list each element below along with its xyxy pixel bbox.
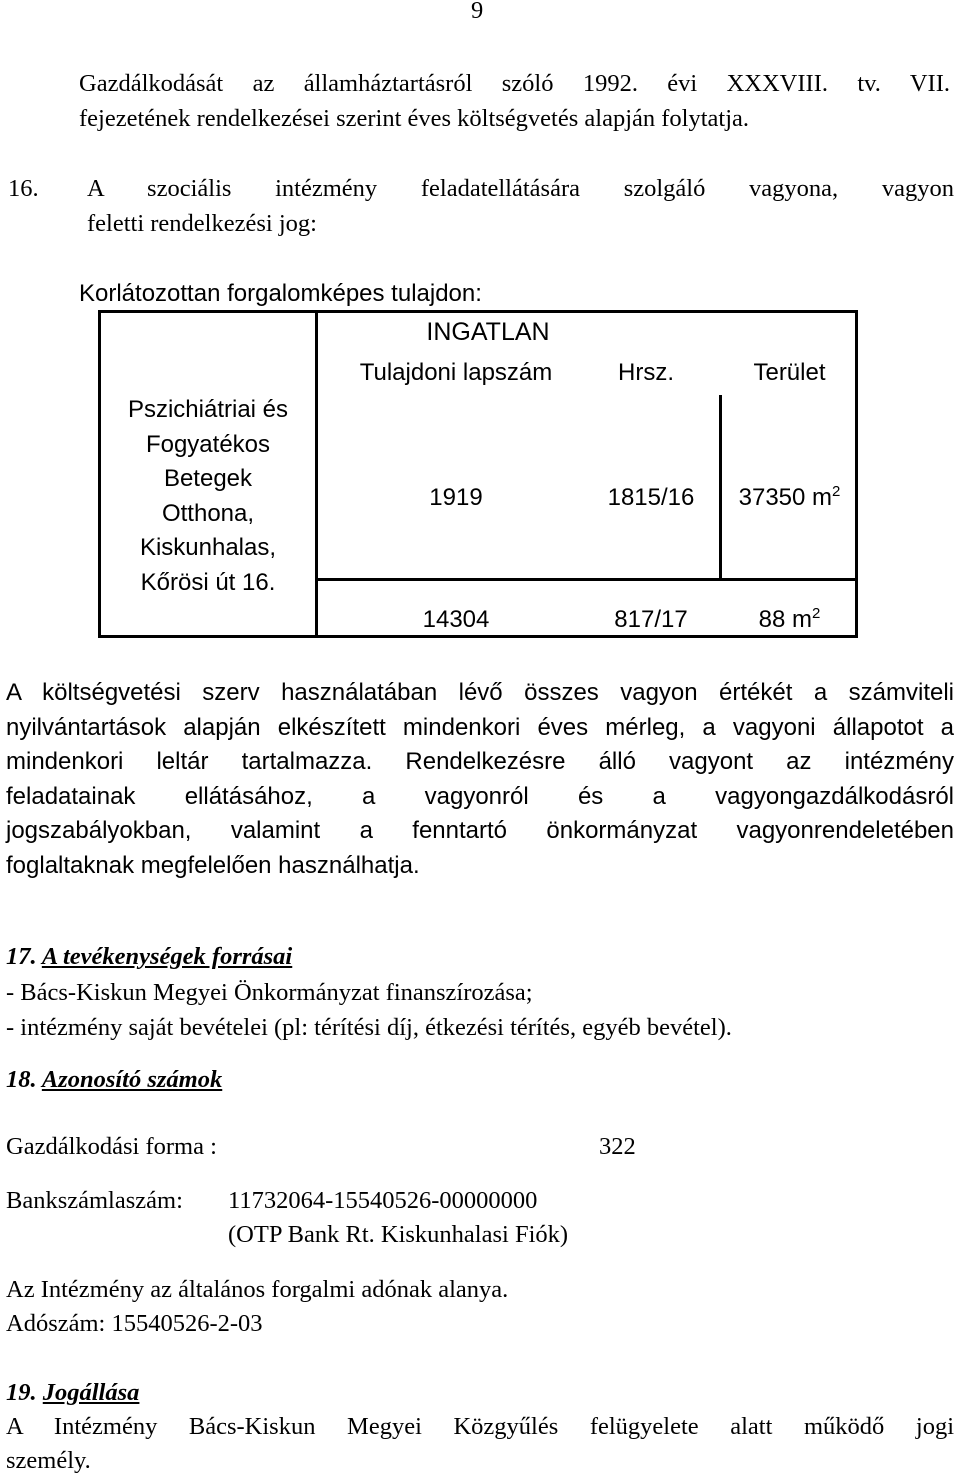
bank-name: (OTP Bank Rt. Kiskunhalasi Fiók) bbox=[228, 1221, 569, 1248]
row-2-terulet-value: 88 m bbox=[758, 606, 812, 633]
institution-line: Fogyatékos bbox=[145, 430, 271, 458]
tax-number: Adószám: 15540526-2-03 bbox=[6, 1310, 263, 1337]
row-2-hrsz: 817/17 bbox=[614, 606, 688, 633]
section-19-heading bbox=[6, 1376, 139, 1411]
column-header-terulet: Terület bbox=[753, 359, 826, 386]
institution-line: Otthona, bbox=[161, 499, 255, 527]
section-16-line-1: A szociális intézmény feladatellátására szolgáló vagyona, vagyon bbox=[87, 175, 954, 202]
property-table bbox=[98, 310, 858, 638]
section-18-title: Azonosító számok bbox=[41, 1066, 223, 1093]
section-18-number: 18. bbox=[6, 1066, 37, 1093]
row-1-unit-sup: 2 bbox=[832, 483, 841, 500]
paragraph-line-2: nyilvántartások alapján elkészített mindenkori éves mérleg, a vagyoni állapotot a bbox=[6, 714, 954, 741]
institution-line: Pszichiátriai és bbox=[127, 396, 289, 423]
section-19-line-2: személy. bbox=[6, 1447, 91, 1474]
row-2-unit-sup: 2 bbox=[812, 605, 821, 622]
row-2-terulet bbox=[721, 603, 858, 636]
section-17-item-2: - intézmény saját bevételei (pl: térítési díj, étkezési térítés, egyéb bevétel). bbox=[6, 1014, 732, 1041]
section-16-subheading: Korlátozottan forgalomképes tulajdon: bbox=[79, 280, 482, 307]
column-header-lapszam: Tulajdoni lapszám bbox=[359, 359, 553, 386]
section-16-line-2: feletti rendelkezési jog: bbox=[87, 210, 317, 237]
page-number: 9 bbox=[471, 0, 484, 24]
intro-line-2: fejezetének rendelkezései szerint éves költségvetés alapján folytatja. bbox=[79, 105, 750, 132]
gazdalkodasi-forma-label: Gazdálkodási forma : bbox=[6, 1133, 217, 1160]
vat-status: Az Intézmény az általános forgalmi adónak alanya. bbox=[6, 1276, 509, 1303]
intro-line-1: Gazdálkodását az államháztartásról szóló 1992. évi XXXVIII. tv. VII. bbox=[79, 70, 950, 97]
bankszamla-value: 11732064-15540526-00000000 bbox=[228, 1187, 538, 1214]
row-1-hrsz: 1815/16 bbox=[607, 484, 695, 511]
row-2-lapszam: 14304 bbox=[422, 606, 490, 633]
section-19-line-1: A Intézmény Bács-Kiskun Megyei Közgyűlés felügyelete alatt működő jogi bbox=[6, 1413, 954, 1440]
bankszamla-label: Bankszámlaszám: bbox=[6, 1187, 183, 1214]
section-16-number: 16. bbox=[8, 175, 39, 202]
section-19-title: Jogállása bbox=[42, 1379, 140, 1406]
section-17-number: 17. bbox=[6, 943, 37, 970]
institution-line: Kiskunhalas, bbox=[139, 534, 277, 561]
paragraph-line-5: jogszabályokban, valamint a fenntartó önkormányzat vagyonrendeletében bbox=[6, 817, 954, 844]
section-19-number: 19. bbox=[6, 1379, 37, 1406]
gazdalkodasi-forma-value: 322 bbox=[599, 1133, 636, 1160]
paragraph-line-6: foglaltaknak megfelelően használhatja. bbox=[6, 852, 420, 879]
paragraph-line-3: mindenkori leltár tartalmazza. Rendelkezésre álló vagyont az intézmény bbox=[6, 748, 954, 775]
row-1-terulet bbox=[721, 481, 858, 514]
section-17-title: A tevékenységek forrásai bbox=[41, 943, 293, 970]
column-header-hrsz: Hrsz. bbox=[618, 359, 674, 386]
section-17-item-1: - Bács-Kiskun Megyei Önkormányzat finanszírozása; bbox=[6, 979, 533, 1006]
table-divider-row bbox=[315, 578, 858, 581]
table-header-ingatlan: INGATLAN bbox=[426, 318, 550, 346]
institution-line: Kőrösi út 16. bbox=[140, 568, 276, 596]
paragraph-line-4: feladatainak ellátásához, a vagyonról és a vagyongazdálkodásról bbox=[6, 783, 954, 810]
institution-line: Betegek bbox=[163, 465, 253, 492]
row-1-lapszam: 1919 bbox=[429, 484, 483, 511]
table-divider-institution bbox=[315, 313, 318, 635]
section-18-heading bbox=[6, 1063, 222, 1098]
section-17-heading bbox=[6, 940, 292, 975]
institution-name bbox=[101, 393, 315, 600]
paragraph-line-1: A költségvetési szerv használatában lévő összes vagyon értékét a számviteli bbox=[6, 679, 954, 706]
row-1-terulet-value: 37350 m bbox=[738, 484, 833, 511]
